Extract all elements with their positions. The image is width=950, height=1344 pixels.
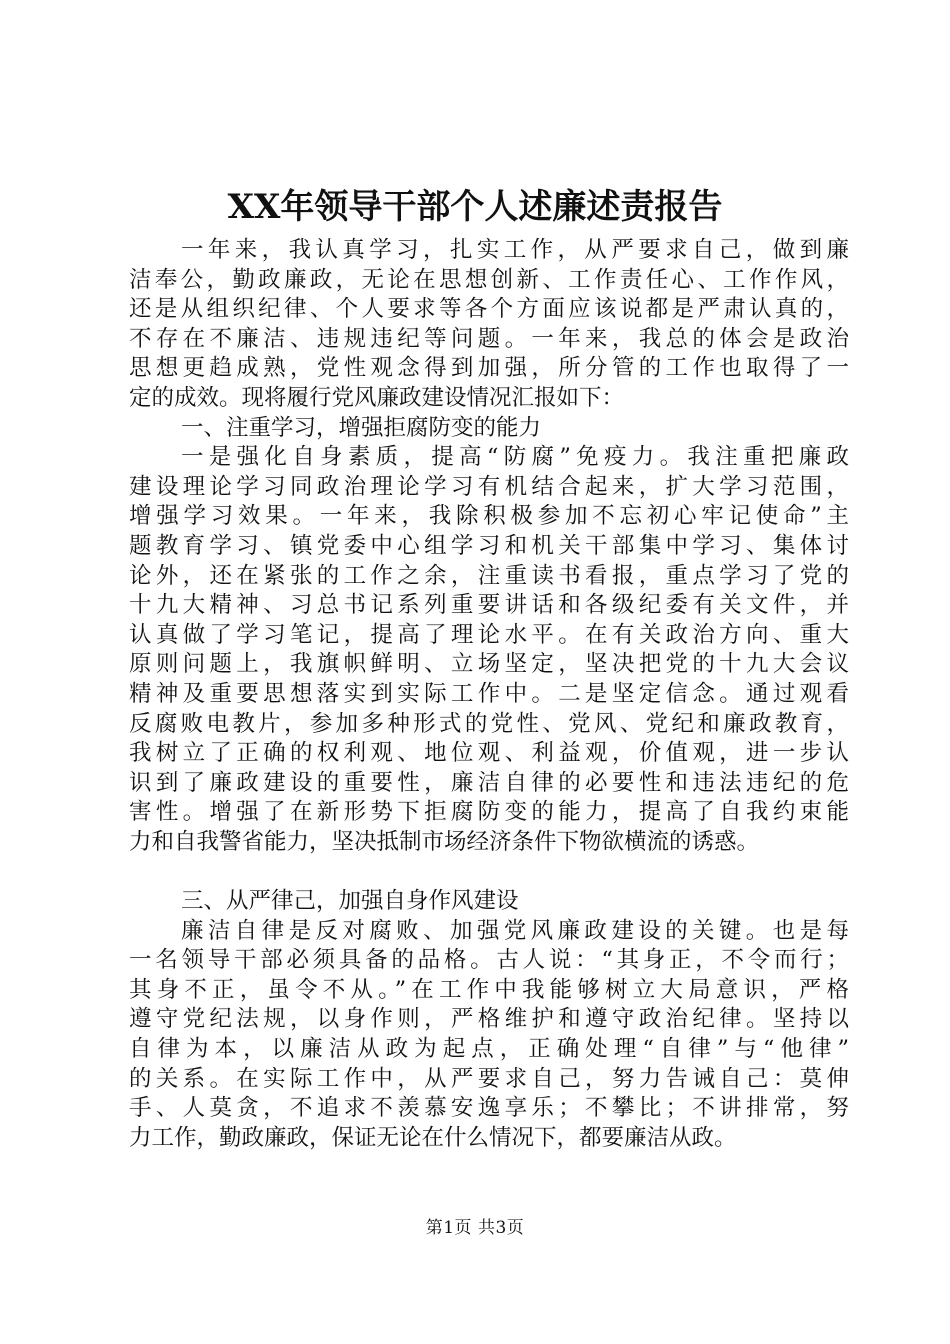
text-line: 一名领导干部必须具备的品格。古人说：“其身正，不令而行； (129, 947, 849, 974)
text-line: 十九大精神、习总书记系列重要讲话和各级纪委有关文件，并 (129, 592, 849, 619)
text-line: 论外，还在紧张的工作之余，注重读书看报，重点学习了党的 (129, 562, 849, 589)
text-line: 原则问题上，我旗帜鲜明、立场坚定，坚决把党的十九大会议 (129, 651, 849, 678)
text-line: 认真做了学习笔记，提高了理论水平。在有关政治方向、重大 (129, 621, 849, 648)
text-line: 一是强化自身素质，提高“防腐”免疫力。我注重把廉政 (181, 444, 849, 471)
text-line: 遵守党纪法规，以身作则，严格维护和遵守政治纪律。坚持以 (129, 1006, 849, 1033)
text-line: 力工作，勤政廉政，保证无论在什么情况下，都要廉洁从政。 (129, 1124, 737, 1151)
section-heading: 一、注重学习，增强拒腐防变的能力 (181, 414, 542, 441)
text-line: 识到了廉政建设的重要性，廉洁自律的必要性和违法违纪的危 (129, 769, 849, 796)
text-line: 的关系。在实际工作中，从严要求自己，努力告诫自己：莫伸 (129, 1065, 849, 1092)
text-line: 不存在不廉洁、违规违纪等问题。一年来，我总的体会是政治 (129, 325, 849, 352)
text-line: 精神及重要思想落实到实际工作中。二是坚定信念。通过观看 (129, 680, 849, 707)
text-line: 还是从组织纪律、个人要求等各个方面应该说都是严肃认真的， (129, 296, 849, 323)
text-line: 其身不正，虽令不从。”在工作中我能够树立大局意识，严格 (129, 976, 849, 1003)
blank-line (129, 857, 849, 887)
text-line: 定的成效。现将履行党风廉政建设情况汇报如下： (129, 384, 625, 411)
text-line: 害性。增强了在新形势下拒腐防变的能力，提高了自我约束能 (129, 799, 849, 826)
page-number: 第1页 共3页 (425, 1218, 525, 1238)
text-line: 廉洁自律是反对腐败、加强党风廉政建设的关键。也是每 (181, 917, 849, 944)
text-line: 题教育学习、镇党委中心组学习和机关干部集中学习、集体讨 (129, 532, 849, 559)
text-line: 手、人莫贪，不追求不羡慕安逸享乐；不攀比；不讲排常，努 (129, 1095, 849, 1122)
text-line: 力和自我警省能力，坚决抵制市场经济条件下物欲横流的诱惑。 (129, 828, 760, 855)
text-line: 洁奉公，勤政廉政，无论在思想创新、工作责任心、工作作风， (129, 266, 849, 293)
section-heading: 三、从严律己，加强自身作风建设 (181, 888, 519, 915)
text-line: 一年来，我认真学习，扎实工作，从严要求自己，做到廉 (181, 237, 849, 263)
text-line: 思想更趋成熟，党性观念得到加强，所分管的工作也取得了一 (129, 355, 849, 382)
text-line: 反腐败电教片，参加多种形式的党性、党风、党纪和廉政教育， (129, 710, 849, 737)
text-line: 建设理论学习同政治理论学习有机结合起来，扩大学习范围， (129, 473, 849, 500)
document-title: XX年领导干部个人述廉述责报告 (227, 187, 723, 227)
text-line: 增强学习效果。一年来，我除积极参加不忘初心牢记使命”主 (129, 503, 849, 530)
text-line: 我树立了正确的权利观、地位观、利益观，价值观，进一步认 (129, 740, 849, 767)
text-line: 自律为本，以廉洁从政为起点，正确处理“自律”与“他律” (129, 1036, 849, 1063)
document-body (129, 236, 849, 1153)
